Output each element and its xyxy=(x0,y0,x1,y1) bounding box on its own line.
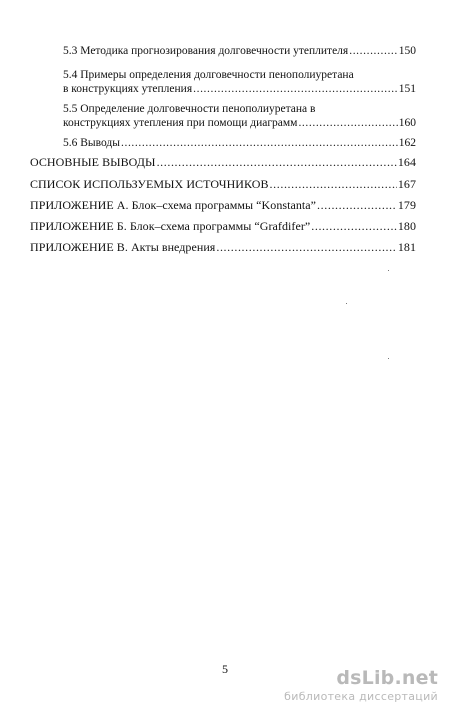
toc-entry-appendix-c xyxy=(30,240,416,255)
toc-entry-title: ПРИЛОЖЕНИЕ А. Блок–схема программы “Konstanta” xyxy=(30,198,317,212)
dot-leader xyxy=(270,177,397,192)
toc-entry-5-5 xyxy=(63,116,416,131)
page-number: 5 xyxy=(222,662,228,676)
scan-speck xyxy=(388,358,389,359)
watermark-subtitle: библиотека диссертаций xyxy=(284,690,438,703)
toc-page-number: 164 xyxy=(397,155,416,169)
dot-leader xyxy=(157,155,397,170)
toc-page-number: 179 xyxy=(397,198,416,212)
toc-page-number: 162 xyxy=(398,137,416,149)
toc-page-number: 150 xyxy=(398,45,416,57)
scan-speck xyxy=(346,303,347,304)
toc-entry-5-6 xyxy=(63,136,416,151)
toc-page-number: 160 xyxy=(398,117,416,129)
toc-entry-title: ПРИЛОЖЕНИЕ Б. Блок–схема программы “Grafdifer” xyxy=(30,219,311,233)
toc-entry-5-4 xyxy=(63,82,416,97)
dot-leader xyxy=(311,219,397,234)
toc-entry-conclusions xyxy=(30,155,416,170)
toc-entry-title: 5.3 Методика прогнозирования долговечности утеплителя xyxy=(63,45,349,57)
toc-entry-title: 5.6 Выводы xyxy=(63,137,120,149)
toc-entry-5-4-line1: 5.4 Примеры определения долговечности пенополиуретана xyxy=(63,69,354,81)
toc-entry-5-3 xyxy=(63,44,416,59)
dot-leader xyxy=(349,44,398,59)
toc-page-number: 181 xyxy=(397,240,416,254)
dot-leader xyxy=(298,116,397,131)
toc-page-number: 167 xyxy=(397,177,416,191)
dot-leader xyxy=(317,198,397,213)
toc-entry-title: СПИСОК ИСПОЛЬЗУЕМЫХ ИСТОЧНИКОВ xyxy=(30,177,269,191)
toc-page-number: 180 xyxy=(397,219,416,233)
scan-speck xyxy=(388,270,389,271)
dot-leader xyxy=(193,82,398,97)
toc-page-number: 151 xyxy=(398,83,416,95)
toc-entry-5-5-line1: 5.5 Определение долговечности пенополиуретана в xyxy=(63,103,316,115)
dot-leader xyxy=(121,136,398,151)
dot-leader xyxy=(216,240,396,255)
toc-entry-title: ОСНОВНЫЕ ВЫВОДЫ xyxy=(30,155,156,169)
toc-entry-references xyxy=(30,177,416,192)
watermark-logo: dsLib.net xyxy=(336,667,438,689)
toc-entry-title: ПРИЛОЖЕНИЕ В. Акты внедрения xyxy=(30,240,216,254)
watermark xyxy=(284,668,438,704)
toc-entry-title: в конструкциях утепления xyxy=(63,83,193,95)
toc-entry-appendix-b xyxy=(30,219,416,234)
toc-entry-appendix-a xyxy=(30,198,416,213)
toc-entry-title: конструкциях утепления при помощи диаграмм xyxy=(63,117,298,129)
